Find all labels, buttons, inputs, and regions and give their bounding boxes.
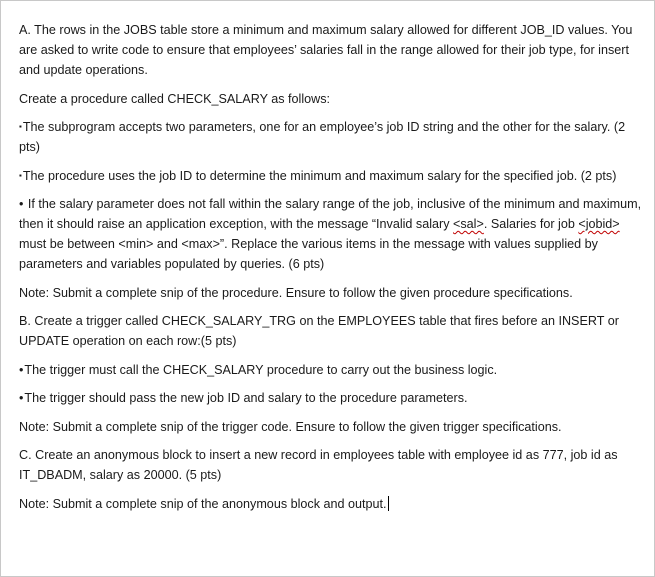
exception-text-a: If the salary parameter does not fall within the salary range of the job, inclusive of the minimum and maximum, then it should raise an application exception, with the message “Invalid salary bbox=[19, 197, 642, 231]
part-c-points: (5 pts) bbox=[185, 468, 222, 482]
paragraph-part-c bbox=[19, 445, 647, 485]
text-cursor bbox=[388, 496, 389, 511]
parameters-text: The subprogram accepts two parameters, one for an employee’s job ID string and the other for the salary. (2 pts) bbox=[19, 120, 626, 154]
paragraph-job-id-bullet bbox=[19, 166, 647, 186]
trigger-call-text: The trigger must call the CHECK_SALARY procedure to carry out the business logic. bbox=[24, 362, 498, 377]
paragraph-parameters-bullet bbox=[19, 117, 647, 157]
paragraph-exception-bullet bbox=[19, 194, 647, 274]
paragraph-trigger-pass-bullet bbox=[19, 388, 647, 408]
bullet-icon: • bbox=[19, 197, 24, 211]
exception-text-b: . Salaries for job bbox=[483, 217, 579, 231]
jobid-placeholder: <jobid> bbox=[578, 217, 620, 231]
paragraph-part-b: B. Create a trigger called CHECK_SALARY_TRG on the EMPLOYEES table that fires before an INSERT or UPDATE operation on each row:(5 pts) bbox=[19, 314, 619, 348]
job-id-text: The procedure uses the job ID to determine the minimum and maximum salary for the specified job. (2 pts) bbox=[22, 168, 617, 183]
paragraph-note-trigger: Note: Submit a complete snip of the trigger code. Ensure to follow the given trigger specifications. bbox=[19, 419, 562, 434]
square-bullet-icon: ▪ bbox=[19, 170, 22, 180]
paragraph-part-a-intro: A. The rows in the JOBS table store a minimum and maximum salary allowed for different JOB_ID values. You are asked to write code to ensure that employees’ salaries fall in the range allowed for their job type, for insert and update operations. bbox=[19, 23, 633, 77]
part-c-text: C. Create an anonymous block to insert a new record in employees table with employee id as 777, job id as IT_DBADM, salary as 20000. bbox=[19, 448, 618, 482]
bullet-icon: • bbox=[19, 391, 24, 405]
paragraph-note-anonymous bbox=[19, 494, 647, 514]
paragraph-trigger-call-bullet bbox=[19, 360, 647, 380]
bullet-icon: • bbox=[19, 362, 24, 377]
exception-points: (6 pts) bbox=[288, 257, 325, 271]
trigger-pass-text: The trigger should pass the new job ID and salary to the procedure parameters. bbox=[24, 391, 468, 405]
document-body[interactable] bbox=[19, 20, 647, 522]
note-anonymous-text: Note: Submit a complete snip of the anonymous block and output. bbox=[19, 496, 387, 511]
paragraph-create-procedure: Create a procedure called CHECK_SALARY as follows: bbox=[19, 91, 331, 106]
paragraph-note-procedure: Note: Submit a complete snip of the procedure. Ensure to follow the given procedure specifications. bbox=[19, 285, 573, 300]
square-bullet-icon: ▪ bbox=[19, 122, 22, 131]
exception-text-c: must be between <min> and <max>”. Replace the various items in the message with values supplied by parameters and variables populated by queries. bbox=[19, 237, 598, 271]
sal-placeholder: <sal> bbox=[453, 217, 484, 231]
